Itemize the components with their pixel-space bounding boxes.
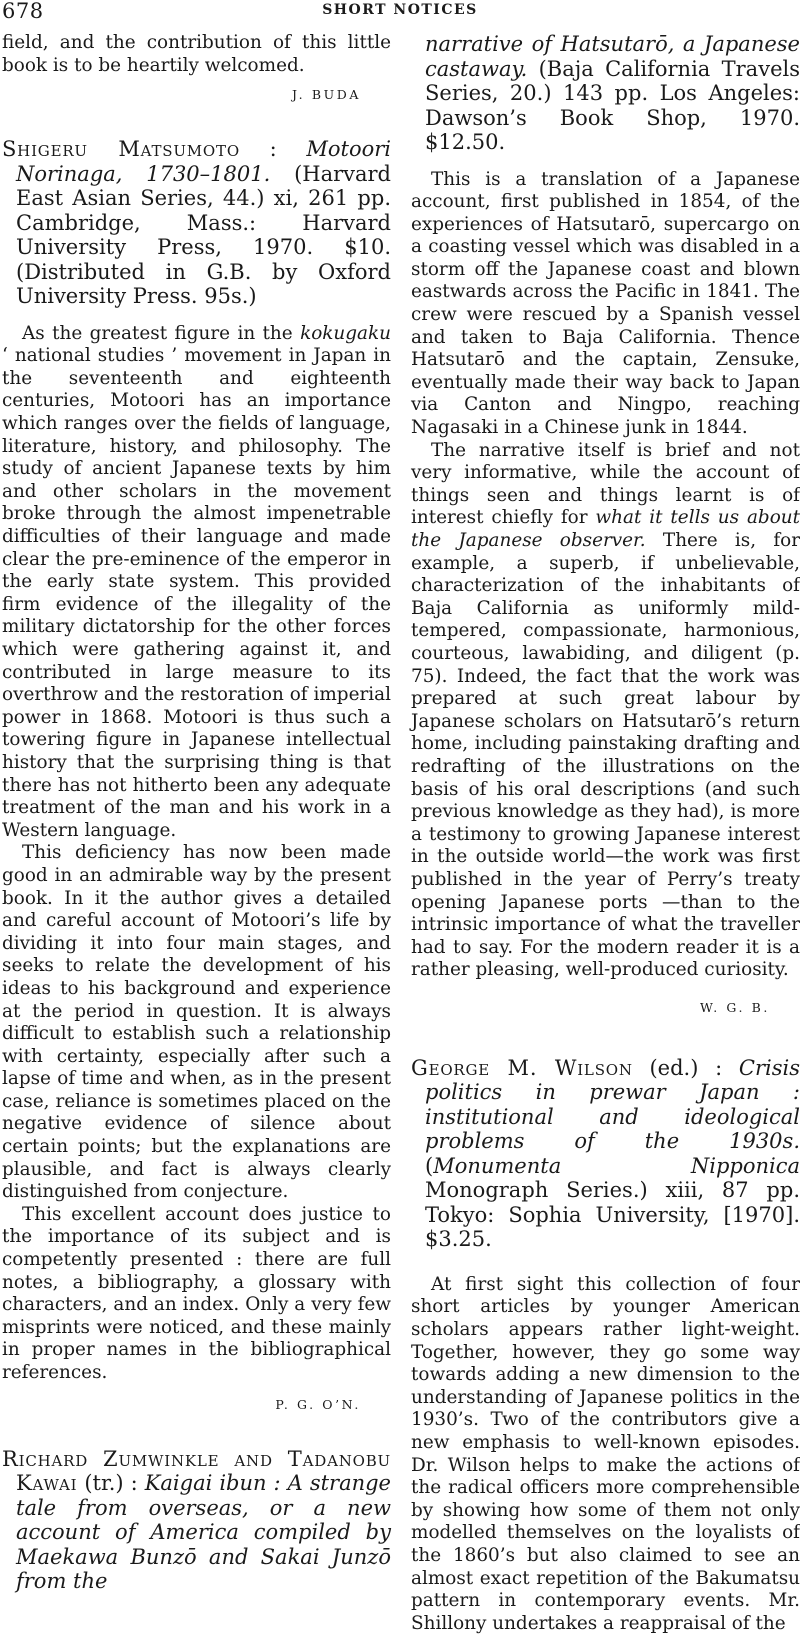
reviewer-signature: J. BUDA: [292, 87, 361, 103]
page-number: 678: [2, 0, 44, 23]
review-paragraph: This deficiency has now been made good in an admirable way by the present book. In it the author gives a detailed and careful account of Motoori’s life by dividing it into four main stages, and seeks to relate the development of his ideas to his background and experience at the period in question. It is always difficult to establish such a relationship with certainty, especially after such a lapse of time and when, as in the present case, reliance is sometimes placed on the negative evidence of silence about certain points; but the explanations are plausible, and fact is always clearly distinguished from conjecture.: [2, 842, 391, 1203]
review-entry-zumwinkle: Richard Zumwinkle and Tadanobu Kawai (tr.) : Kaigai ibun : A strange tale from overseas, or a new account of America compiled by Maekawa Bunzō and Sakai Junzō from the: [2, 1446, 391, 1594]
running-head: SHORT NOTICES: [322, 2, 478, 18]
review-entry-continued: [411, 32, 800, 155]
review-paragraph: At first sight this collection of four short articles by younger American scholars appears rather light-weight. Together, however, they go some way towards adding a new dimension to the understanding of Japanese politics in the 1930’s. Two of the contributors give a new emphasis to well-known episodes. Dr. Wilson helps to make the actions of the radical officers more comprehensible by showing how some of them not only modelled themselves on the loyalists of the 1860’s but also claimed to see an almost exact repetition of the Bakumatsu pattern in contemporary events. Mr. Shillony undertakes a reappraisal of the: [411, 1273, 800, 1634]
review-paragraph: The narrative itself is brief and not very informative, while the account of things seen and things learnt is of interest chiefly for what it tells us about the Japanese observer. There is, for example, a superb, if unbelievable, characterization of the inhabitants of Baja California as uniformly mild-tempered, compassionate, harmonious, courteous, lawabiding, and diligent (p. 75). Indeed, the fact that the work was prepared at such great labour by Japanese scholars on Hatsutarō’s return home, including painstaking drafting and redrafting of the illustrations on the basis of his oral descriptions (and such previous knowledge as they had), is more a testimony to growing Japanese interest in the outside world—the work was first published in the year of Perry’s treaty opening Japanese ports —than to the intrinsic importance of what the traveller had to say. For the modern reader it is a rather pleasing, well-produced curiosity.: [411, 439, 800, 981]
book-title: Kaigai ibun : A strange tale from overseas, or a new account of America compiled by Maekawa Bunzō and Sakai Junzō from the: [16, 1471, 391, 1594]
continued-paragraph: field, and the contribution of this little book is to be heartily welcomed.: [2, 32, 391, 76]
book-author: Richard Zumwinkle and Tadanobu Kawai: [2, 1446, 391, 1496]
reviewer-signature: W. G. B.: [699, 999, 770, 1015]
book-title: Motoori Norinaga, 1730–1801.: [16, 137, 391, 186]
review-paragraph: As the greatest figure in the kokugaku ‘ national studies ’ movement in Japan in the seventeenth and eighteenth centuries, Motoori has an importance which ranges over the fields of language, literature, history, and philosophy. The study of ancient Japanese texts by him and other scholars in the movement broke through the almost impenetrable difficulties of their language and made clear the pre-eminence of the emperor in the early state system. This provided firm evidence of the illegality of the military dictatorship for the other forces which were gathering against it, and contributed in large measure to its overthrow and the restoration of imperial power in 1868. Motoori is thus such a towering figure in Japanese intellectual history that the surprising thing is that there has not hitherto been any adequate treatment of the man and his work in a Western language.: [2, 322, 391, 841]
book-details: Monograph Series.) xiii, 87 pp. Tokyo: Sophia University, [1970]. $3.25.: [425, 1178, 800, 1252]
left-column: [2, 32, 391, 1594]
review-entry-wilson: George M. Wilson (ed.) : Crisis politics in prewar Japan : institutional and ideological problems of the 1930s. (Monumenta Nipponica Monograph Series.) xiii, 87 pp. Tokyo: Sophia University, [1970]. $3.25.: [411, 1055, 800, 1252]
series-title: Monumenta Nipponica: [433, 1153, 800, 1178]
review-paragraph: This excellent account does justice to the importance of its subject and is competently presented : there are full notes, a bibliography, a glossary with characters, and an index. Only a very few misprints were noticed, and these mainly in proper names in the bibliographical references.: [2, 1203, 391, 1383]
book-details: (Harvard East Asian Series, 44.) xi, 261 pp. Cambridge, Mass.: Harvard University Press, 1970. $10. (Distributed in G.B. by Oxford University Press. 95s.): [16, 161, 391, 309]
book-title: narrative of Hatsutarō, a Japanese castaway.: [425, 32, 800, 81]
review-paragraph: This is a translation of a Japanese account, first published in 1854, of the experiences of Hatsutarō, supercargo on a coasting vessel which was disabled in a storm off the Japanese coast and blown eastwards across the Pacific in 1841. The crew were rescued by a Spanish vessel and taken to Baja California. Thence Hatsutarō and the captain, Zensuke, eventually made their way back to Japan via Canton and Ningpo, reaching Nagasaki in a Chinese junk in 1844.: [411, 168, 800, 439]
book-author: Shigeru Matsumoto: [2, 137, 240, 162]
reviewer-signature: P. G. O’N.: [275, 1396, 361, 1412]
book-details: (Baja California Travels Series, 20.) 143 pp. Los Angeles: Dawson’s Book Shop, 1970. $12.50.: [425, 56, 800, 154]
right-column: [411, 32, 800, 1634]
book-author: George M. Wilson: [411, 1055, 633, 1080]
review-entry-matsumoto: Shigeru Matsumoto : Motoori Norinaga, 1730–1801. (Harvard East Asian Series, 44.) xi, 261 pp. Cambridge, Mass.: Harvard University Press, 1970. $10. (Distributed in G.B. by Oxford University Press. 95s.): [2, 137, 391, 309]
page-header: [0, 0, 800, 26]
book-title: Crisis politics in prewar Japan : institutional and ideological problems of the 1930s.: [425, 1055, 800, 1154]
